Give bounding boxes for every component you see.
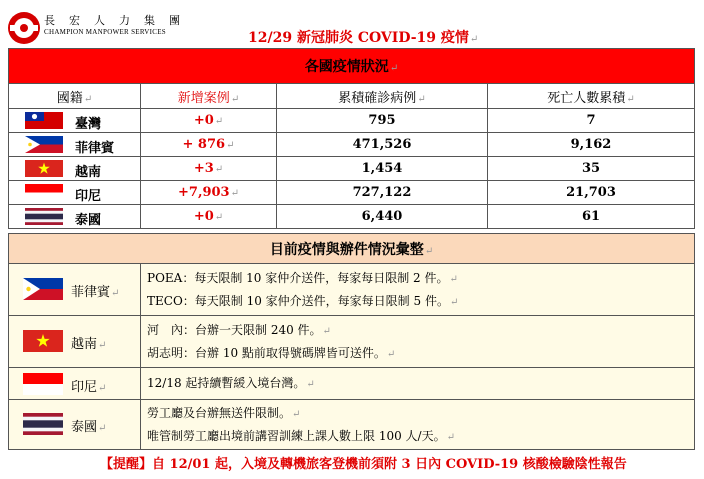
philippines-flag-icon	[23, 278, 63, 300]
status-info	[141, 316, 695, 368]
country-cell	[9, 133, 141, 157]
status-info	[141, 368, 695, 400]
stats-column-header-row	[9, 84, 695, 109]
total-cases: 1,454	[277, 157, 488, 181]
country-name: 泰國	[75, 213, 102, 228]
country-name: 越南↵	[71, 337, 107, 352]
status-row	[9, 264, 695, 316]
column-header-new-cases: 新增案例↵	[141, 84, 277, 109]
column-header-total-cases: 累積確診病例↵	[277, 84, 488, 109]
country-name: 泰國↵	[71, 420, 107, 435]
table-row	[9, 181, 695, 205]
country-name: 菲律賓↵	[71, 285, 120, 300]
deaths-total: 9,162	[488, 133, 695, 157]
new-cases: +0↵	[141, 205, 277, 229]
column-header-country: 國籍↵	[9, 84, 141, 109]
company-name-cn: 長宏人力集團	[44, 14, 194, 27]
status-line: 河 內：台辦一天限制 240 件。↵	[147, 322, 331, 337]
processing-status-table	[8, 233, 695, 450]
country-cell	[9, 400, 141, 450]
indonesia-flag-icon	[23, 373, 63, 395]
status-section-header	[9, 234, 695, 264]
thailand-flag-icon	[25, 208, 63, 225]
table-row	[9, 109, 695, 133]
company-name-en: CHAMPION MANPOWER SERVICES	[44, 28, 166, 36]
column-header-deaths: 死亡人數累積↵	[488, 84, 695, 109]
page-header	[0, 0, 704, 50]
page-title: 12/29 新冠肺炎 COVID-19 疫情↵	[248, 30, 479, 46]
thailand-flag-icon	[23, 413, 63, 435]
covid-stats-table	[8, 48, 695, 229]
country-cell	[9, 264, 141, 316]
reminder-notice: 【提醒】自 12/01 起，入境及轉機旅客登機前須附 3 日內 COVID-19 核酸檢驗陰性報告	[100, 457, 627, 472]
total-cases: 727,122	[277, 181, 488, 205]
status-info	[141, 400, 695, 450]
status-info	[141, 264, 695, 316]
status-row	[9, 316, 695, 368]
country-cell	[9, 157, 141, 181]
country-name: 印尼↵	[71, 380, 107, 395]
total-cases: 6,440	[277, 205, 488, 229]
new-cases: +7,903↵	[141, 181, 277, 205]
status-section-title: 目前疫情與辦件情況彙整↵	[9, 234, 695, 264]
country-cell	[9, 109, 141, 133]
country-name: 印尼	[75, 189, 102, 204]
status-line: 勞工廳及台辦無送件限制。↵	[147, 405, 301, 420]
philippines-flag-icon	[25, 136, 63, 153]
country-cell	[9, 316, 141, 368]
country-cell	[9, 205, 141, 229]
status-line: 唯管制勞工廳出境前講習訓練上課人數上限 100 人/天。↵	[147, 428, 455, 443]
status-line: 12/18 起持續暫緩入境台灣。↵	[147, 376, 315, 390]
new-cases: +0↵	[141, 109, 277, 133]
stats-section-header	[9, 49, 695, 84]
status-line: 胡志明：台辦 10 點前取得號碼牌皆可送件。↵	[147, 345, 396, 360]
new-cases: + 876↵	[141, 133, 277, 157]
indonesia-flag-icon	[25, 184, 63, 201]
deaths-total: 21,703	[488, 181, 695, 205]
status-line: POEA：每天限制 10 家仲介送件，每家每日限制 2 件。↵	[147, 270, 458, 285]
vietnam-flag-icon	[25, 160, 63, 177]
stats-section-title: 各國疫情狀況↵	[9, 49, 695, 84]
status-line: TECO：每天限制 10 家仲介送件，每家每日限制 5 件。↵	[147, 293, 459, 308]
country-cell	[9, 181, 141, 205]
country-name: 越南	[75, 165, 102, 180]
country-cell	[9, 368, 141, 400]
table-row	[9, 205, 695, 229]
status-row	[9, 400, 695, 450]
company-logo-icon	[6, 10, 42, 46]
deaths-total: 61	[488, 205, 695, 229]
total-cases: 795	[277, 109, 488, 133]
new-cases: +3↵	[141, 157, 277, 181]
deaths-total: 35	[488, 157, 695, 181]
taiwan-flag-icon	[25, 112, 63, 129]
table-row	[9, 157, 695, 181]
deaths-total: 7	[488, 109, 695, 133]
country-name: 菲律賓	[75, 141, 115, 156]
table-row	[9, 133, 695, 157]
status-row	[9, 368, 695, 400]
vietnam-flag-icon	[23, 330, 63, 352]
total-cases: 471,526	[277, 133, 488, 157]
country-name: 臺灣	[75, 117, 102, 132]
